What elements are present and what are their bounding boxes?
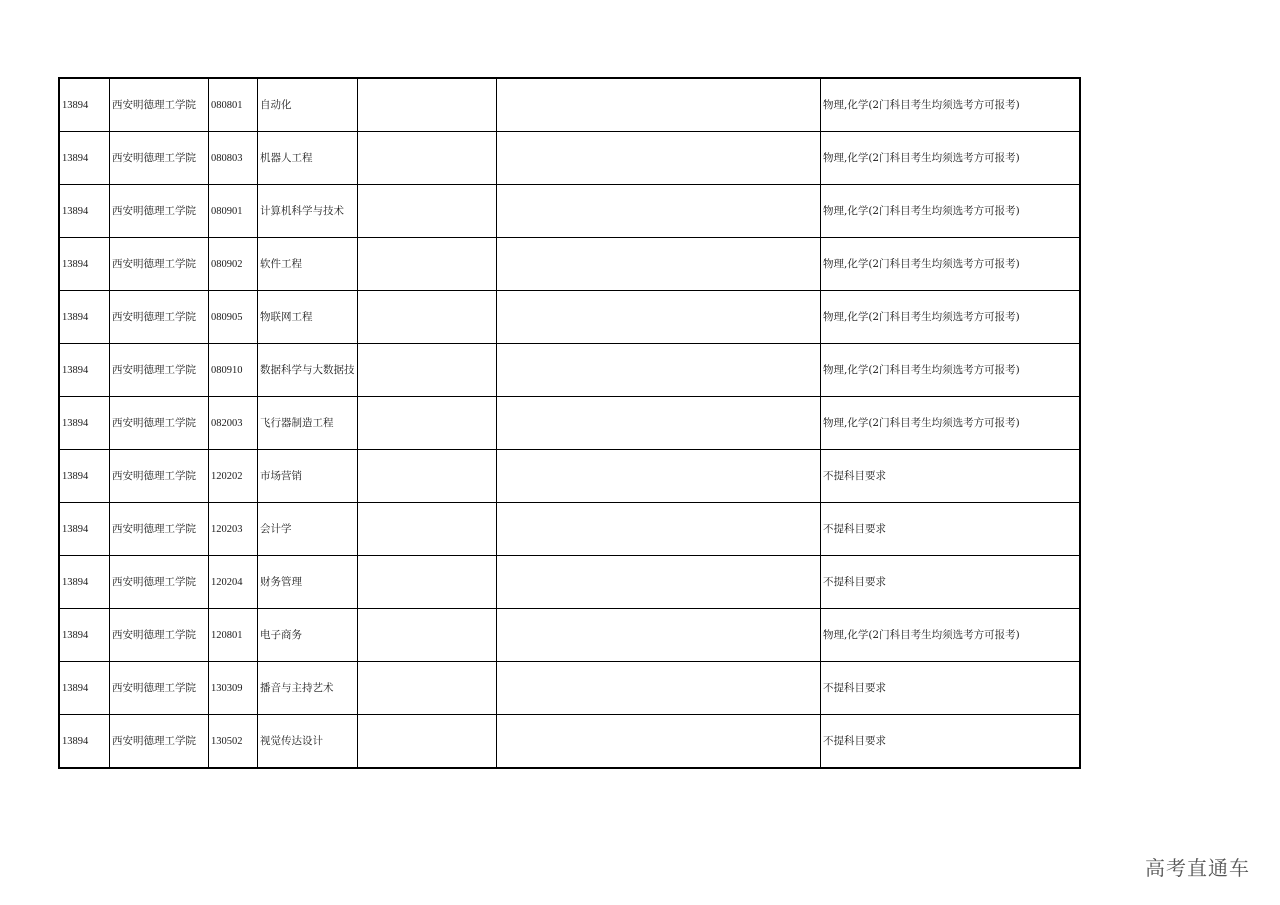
empty-cell — [358, 238, 497, 291]
major-name-cell: 会计学 — [258, 503, 358, 556]
institution-code-cell: 13894 — [59, 238, 110, 291]
major-code-cell: 082003 — [209, 397, 258, 450]
institution-code-cell: 13894 — [59, 662, 110, 715]
empty-cell — [497, 503, 821, 556]
major-code-cell: 120202 — [209, 450, 258, 503]
table-row — [59, 291, 1080, 344]
table-row — [59, 556, 1080, 609]
institution-name-cell: 西安明德理工学院 — [110, 556, 209, 609]
empty-cell — [358, 609, 497, 662]
admission-table — [58, 77, 1081, 769]
institution-code-cell: 13894 — [59, 715, 110, 769]
subject-requirement-cell: 物理,化学(2门科目考生均须选考方可报考) — [821, 132, 1081, 185]
major-code-cell: 130502 — [209, 715, 258, 769]
table-row — [59, 238, 1080, 291]
institution-code-cell: 13894 — [59, 291, 110, 344]
institution-name-cell: 西安明德理工学院 — [110, 715, 209, 769]
institution-code-cell: 13894 — [59, 397, 110, 450]
empty-cell — [497, 185, 821, 238]
institution-name-cell: 西安明德理工学院 — [110, 662, 209, 715]
institution-name-cell: 西安明德理工学院 — [110, 503, 209, 556]
subject-requirement-cell: 物理,化学(2门科目考生均须选考方可报考) — [821, 609, 1081, 662]
subject-requirement-cell: 不提科目要求 — [821, 556, 1081, 609]
table-row — [59, 185, 1080, 238]
empty-cell — [497, 662, 821, 715]
empty-cell — [358, 397, 497, 450]
empty-cell — [497, 78, 821, 132]
empty-cell — [497, 132, 821, 185]
major-name-cell: 市场营销 — [258, 450, 358, 503]
major-name-cell: 视觉传达设计 — [258, 715, 358, 769]
major-name-cell: 电子商务 — [258, 609, 358, 662]
institution-name-cell: 西安明德理工学院 — [110, 132, 209, 185]
major-name-cell: 物联网工程 — [258, 291, 358, 344]
major-name-cell: 财务管理 — [258, 556, 358, 609]
institution-name-cell: 西安明德理工学院 — [110, 185, 209, 238]
major-name-cell: 机器人工程 — [258, 132, 358, 185]
subject-requirement-cell: 不提科目要求 — [821, 503, 1081, 556]
subject-requirement-cell: 物理,化学(2门科目考生均须选考方可报考) — [821, 78, 1081, 132]
major-code-cell: 130309 — [209, 662, 258, 715]
empty-cell — [497, 609, 821, 662]
major-name-cell: 数据科学与大数据技 — [258, 344, 358, 397]
subject-requirement-cell: 不提科目要求 — [821, 450, 1081, 503]
admission-table-body — [59, 78, 1080, 768]
major-code-cell: 120801 — [209, 609, 258, 662]
empty-cell — [497, 238, 821, 291]
institution-code-cell: 13894 — [59, 556, 110, 609]
empty-cell — [358, 185, 497, 238]
table-row — [59, 78, 1080, 132]
institution-name-cell: 西安明德理工学院 — [110, 291, 209, 344]
institution-name-cell: 西安明德理工学院 — [110, 78, 209, 132]
major-name-cell: 飞行器制造工程 — [258, 397, 358, 450]
empty-cell — [358, 715, 497, 769]
institution-code-cell: 13894 — [59, 609, 110, 662]
institution-code-cell: 13894 — [59, 132, 110, 185]
institution-name-cell: 西安明德理工学院 — [110, 344, 209, 397]
empty-cell — [497, 450, 821, 503]
subject-requirement-cell: 物理,化学(2门科目考生均须选考方可报考) — [821, 238, 1081, 291]
major-code-cell: 080910 — [209, 344, 258, 397]
table-row — [59, 715, 1080, 769]
institution-name-cell: 西安明德理工学院 — [110, 397, 209, 450]
table-row — [59, 662, 1080, 715]
empty-cell — [358, 556, 497, 609]
institution-code-cell: 13894 — [59, 450, 110, 503]
table-row — [59, 397, 1080, 450]
subject-requirement-cell: 不提科目要求 — [821, 715, 1081, 769]
table-row — [59, 609, 1080, 662]
subject-requirement-cell: 物理,化学(2门科目考生均须选考方可报考) — [821, 291, 1081, 344]
institution-code-cell: 13894 — [59, 503, 110, 556]
empty-cell — [497, 344, 821, 397]
institution-name-cell: 西安明德理工学院 — [110, 450, 209, 503]
major-name-cell: 软件工程 — [258, 238, 358, 291]
subject-requirement-cell: 物理,化学(2门科目考生均须选考方可报考) — [821, 344, 1081, 397]
empty-cell — [497, 556, 821, 609]
major-code-cell: 080905 — [209, 291, 258, 344]
subject-requirement-cell: 物理,化学(2门科目考生均须选考方可报考) — [821, 397, 1081, 450]
major-code-cell: 080901 — [209, 185, 258, 238]
major-code-cell: 120204 — [209, 556, 258, 609]
empty-cell — [497, 291, 821, 344]
major-code-cell: 080902 — [209, 238, 258, 291]
empty-cell — [358, 78, 497, 132]
institution-code-cell: 13894 — [59, 185, 110, 238]
empty-cell — [358, 344, 497, 397]
empty-cell — [358, 450, 497, 503]
empty-cell — [358, 503, 497, 556]
institution-name-cell: 西安明德理工学院 — [110, 238, 209, 291]
empty-cell — [358, 291, 497, 344]
subject-requirement-cell: 物理,化学(2门科目考生均须选考方可报考) — [821, 185, 1081, 238]
watermark-logo: 高考直通车 — [1145, 856, 1250, 880]
table-row — [59, 450, 1080, 503]
major-code-cell: 120203 — [209, 503, 258, 556]
subject-requirement-cell: 不提科目要求 — [821, 662, 1081, 715]
major-code-cell: 080803 — [209, 132, 258, 185]
empty-cell — [358, 662, 497, 715]
empty-cell — [358, 132, 497, 185]
major-name-cell: 播音与主持艺术 — [258, 662, 358, 715]
table-row — [59, 344, 1080, 397]
institution-code-cell: 13894 — [59, 344, 110, 397]
table-row — [59, 132, 1080, 185]
major-name-cell: 计算机科学与技术 — [258, 185, 358, 238]
empty-cell — [497, 715, 821, 769]
institution-code-cell: 13894 — [59, 78, 110, 132]
table-row — [59, 503, 1080, 556]
institution-name-cell: 西安明德理工学院 — [110, 609, 209, 662]
major-code-cell: 080801 — [209, 78, 258, 132]
empty-cell — [497, 397, 821, 450]
major-name-cell: 自动化 — [258, 78, 358, 132]
